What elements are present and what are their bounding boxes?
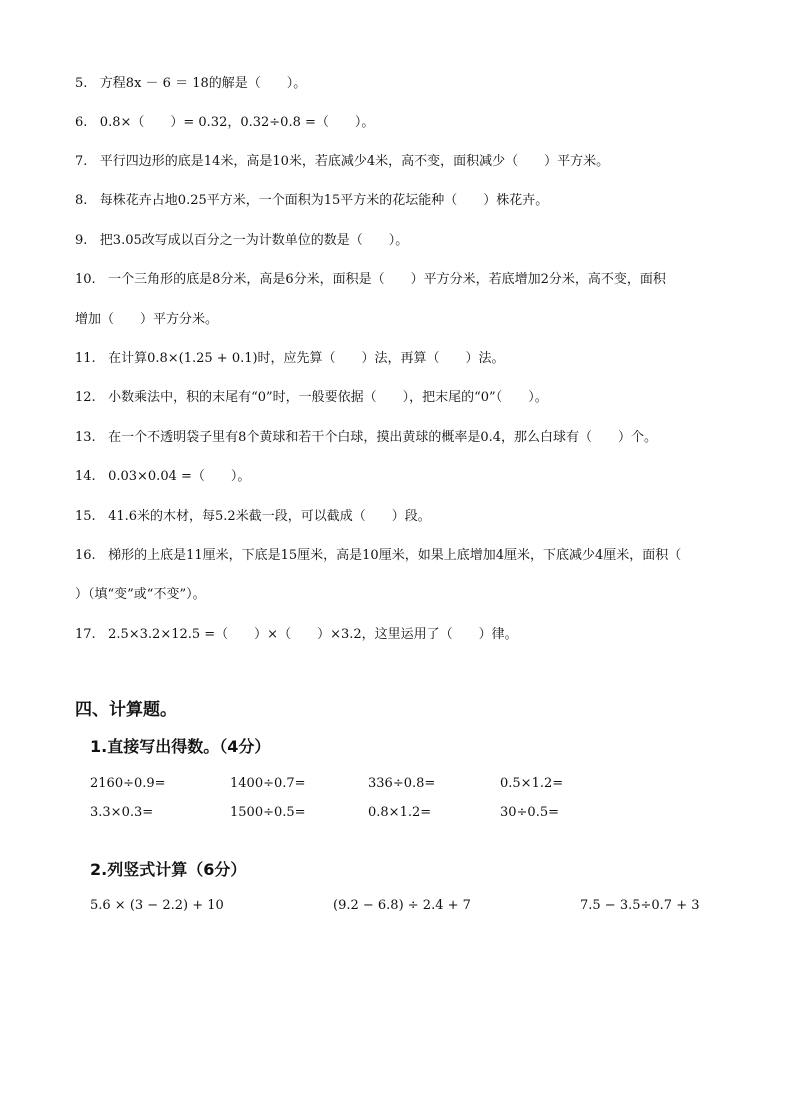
question-15: 15. 41.6米的木材，每5.2米截一段，可以截成（ ）段。 [75,509,431,524]
section-4-title: 四、计算题。 [75,700,177,720]
oral-calc-item: 2160÷0.9= [90,776,166,791]
question-10-continued: 增加（ ）平方分米。 [75,312,219,327]
question-5: 5. 方程8x － 6 ＝ 18的解是（ ）。 [75,76,307,91]
question-10: 10. 一个三角形的底是8分米，高是6分米，面积是（ ）平方分米，若底增加2分米，高不变，面积 [75,272,666,287]
oral-calc-item: 3.3×0.3= [90,805,154,820]
question-9: 9. 把3.05改写成以百分之一为计数单位的数是（ ）。 [75,233,409,248]
question-16-continued: ）（填“变”或“不变”）。 [75,587,206,602]
oral-calc-item: 30÷0.5= [500,805,560,820]
oral-calc-item: 0.5×1.2= [500,776,564,791]
oral-calc-item: 1500÷0.5= [230,805,306,820]
oral-calc-item: 0.8×1.2= [368,805,432,820]
vertical-calc-item: (9.2 − 6.8) ÷ 2.4 + 7 [333,898,471,913]
question-14: 14. 0.03×0.04 =（ ）。 [75,469,251,484]
question-17: 17. 2.5×3.2×12.5 =（ ）×（ ）×3.2，这里运用了（ ）律。 [75,627,518,642]
question-13: 13. 在一个不透明袋子里有8个黄球和若干个白球，摸出黄球的概率是0.4，那么白球有（ ）个。 [75,430,658,445]
question-16: 16. 梯形的上底是11厘米，下底是15厘米，高是10厘米，如果上底增加4厘米，下底减少4厘米，面积（ [75,548,682,563]
oral-calc-item: 1400÷0.7= [230,776,306,791]
vertical-calc-item: 7.5 − 3.5÷0.7 + 3 [580,898,700,913]
oral-calc-item: 336÷0.8= [368,776,436,791]
part-2-title: 2.列竖式计算（6分） [90,860,247,879]
question-7: 7. 平行四边形的底是14米，高是10米，若底减少4米，高不变，面积减少（ ）平方米。 [75,154,610,169]
question-8: 8. 每株花卉占地0.25平方米，一个面积为15平方米的花坛能种（ ）株花卉。 [75,193,549,208]
question-6: 6. 0.8×（ ）= 0.32，0.32÷0.8 =（ ）。 [75,115,375,130]
question-12: 12. 小数乘法中，积的末尾有“0”时，一般要依据（ ），把末尾的“0”（ ）。 [75,390,548,405]
vertical-calc-item: 5.6 × (3 − 2.2) + 10 [90,898,224,913]
question-11: 11. 在计算0.8×(1.25 + 0.1)时，应先算（ ）法，再算（ ）法。 [75,351,505,366]
part-1-title: 1.直接写出得数。（4分） [90,737,271,756]
